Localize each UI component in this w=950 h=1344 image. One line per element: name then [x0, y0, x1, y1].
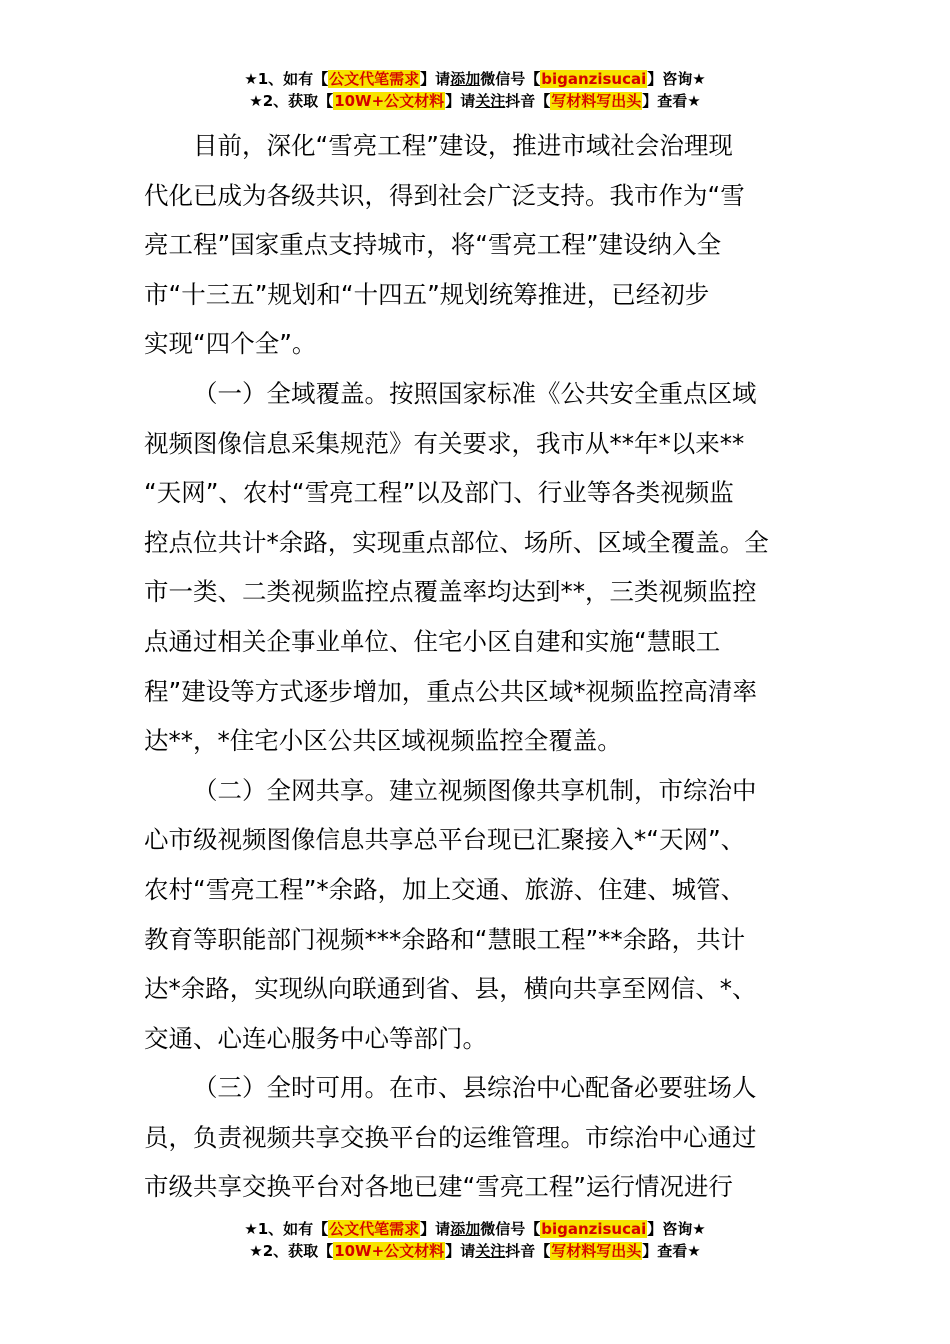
text-line: （三）全时可用。在市、县综治中心配备必要驻场人: [193, 1073, 757, 1103]
text-line: 员，负责视频共享交换平台的运维管理。市综治中心通过: [144, 1122, 757, 1152]
text-line: 心市级视频图像信息共享总平台现已汇聚接入*“天网”、: [144, 825, 746, 855]
highlight-materials: 10W+公文材料: [334, 92, 445, 110]
banner-line-1: [0, 1218, 950, 1240]
text-line: 实现“四个全”。: [144, 329, 317, 359]
banner-text: 微信号【: [480, 70, 541, 88]
text-line: 亮工程”国家重点支持城市，将“雪亮工程”建设纳入全: [144, 230, 722, 260]
banner-text: ★1、如有【: [244, 1220, 329, 1238]
banner-line-2: [0, 1240, 950, 1262]
highlight-wechat-id: biganzisucai: [541, 70, 647, 88]
banner-text: 微信号【: [480, 1220, 541, 1238]
text-line: 视频图像信息采集规范》有关要求，我市从**年*以来**: [144, 428, 745, 458]
text-line: 教育等职能部门视频***余路和“慧眼工程”**余路，共计: [144, 924, 746, 954]
text-line: 代化已成为各级共识，得到社会广泛支持。我市作为“雪: [144, 180, 745, 210]
banner-text: ★2、获取【: [249, 92, 334, 110]
text-line: 控点位共计*余路，实现重点部位、场所、区域全覆盖。全: [144, 527, 769, 557]
text-line: 点通过相关企事业单位、住宅小区自建和实施“慧眼工: [144, 626, 721, 656]
highlight-materials: 10W+公文材料: [334, 1242, 445, 1260]
text-line: 农村“雪亮工程”*余路，加上交通、旅游、住建、城管、: [144, 874, 746, 904]
banner-text: 】咨询★: [647, 1220, 706, 1238]
highlight-douyin-id: 写材料写出头: [551, 1242, 642, 1260]
text-line: 市级共享交换平台对各地已建“雪亮工程”运行情况进行: [144, 1172, 733, 1202]
underlined-text: 关注: [475, 1242, 506, 1260]
text-line: 市“十三五”规划和“十四五”规划统筹推进，已经初步: [144, 279, 710, 309]
text-line: 目前，深化“雪亮工程”建设，推进市域社会治理现: [193, 131, 733, 160]
banner-text: 抖音【: [505, 92, 551, 110]
text-line: 达*余路，实现纵向联通到省、县，横向共享至网信、*、: [144, 974, 757, 1004]
highlight-douyin-id: 写材料写出头: [551, 92, 642, 110]
banner-text: 】查看★: [642, 1242, 701, 1260]
underlined-text: 添加: [450, 70, 481, 88]
banner-line-1: [0, 68, 950, 90]
banner-text: 】查看★: [642, 92, 701, 110]
banner-text: 】请: [420, 1220, 451, 1238]
banner-text: 】请: [420, 70, 451, 88]
text-line: “天网”、农村“雪亮工程”以及部门、行业等各类视频监: [144, 478, 734, 508]
document-body: [144, 121, 806, 1212]
banner-text: ★1、如有【: [244, 70, 329, 88]
underlined-text: 添加: [450, 1220, 481, 1238]
text-line: 达**，*住宅小区公共区域视频监控全覆盖。: [144, 726, 622, 756]
banner-text: 抖音【: [505, 1242, 551, 1260]
highlight-service: 公文代笔需求: [329, 1220, 420, 1238]
footer-banner: [0, 1218, 950, 1262]
banner-text: 】请: [445, 92, 476, 110]
highlight-service: 公文代笔需求: [329, 70, 420, 88]
banner-line-2: [0, 90, 950, 112]
banner-text: 】咨询★: [647, 70, 706, 88]
header-banner: [0, 68, 950, 112]
banner-text: ★2、获取【: [249, 1242, 334, 1260]
underlined-text: 关注: [475, 92, 506, 110]
text-line: 交通、心连心服务中心等部门。: [144, 1023, 487, 1053]
text-line: （一）全域覆盖。按照国家标准《公共安全重点区域: [193, 378, 757, 408]
text-line: 市一类、二类视频监控点覆盖率均达到**，三类视频监控: [144, 577, 757, 607]
text-line: 程”建设等方式逐步增加，重点公共区域*视频监控高清率: [144, 676, 757, 706]
text-line: （二）全网共享。建立视频图像共享机制，市综治中: [193, 775, 757, 805]
banner-text: 】请: [445, 1242, 476, 1260]
highlight-wechat-id: biganzisucai: [541, 1220, 647, 1238]
